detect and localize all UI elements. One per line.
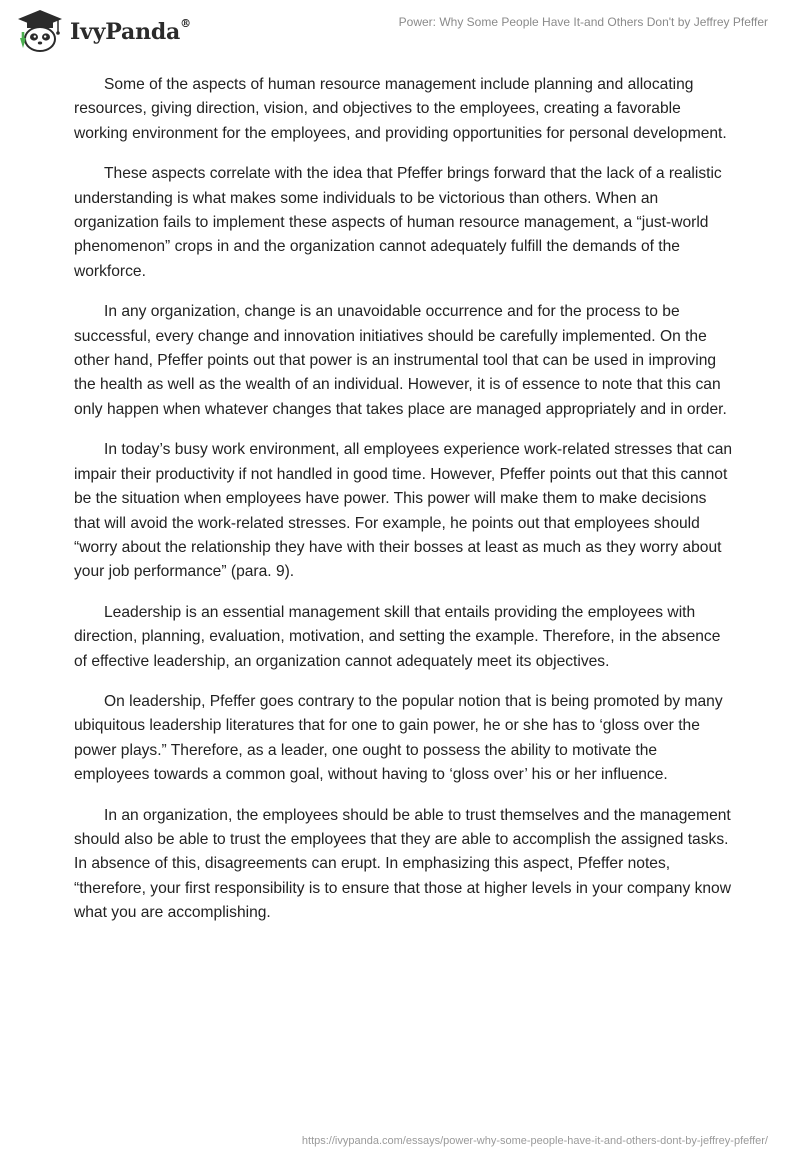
paragraph: In an organization, the employees should be able to trust themselves and the management should also be able to trust the employees that they are able to accomplish the assigned tasks. In absence of this, disagreements can erupt. In emphasizing this aspect, Pfeffer notes, “therefore, your first responsibility is to ensure that those at higher levels in your company know what you are accomplishing. — [74, 806, 731, 922]
essay-body — [74, 73, 734, 942]
paragraph: In any organization, change is an unavoidable occurrence and for the process to be successful, every change and innovation initiatives should be carefully implemented. On the other hand, Pfeffer points out that power is an instrumental tool that can be used in improving the health as well as the wealth of an individual. However, it is of essence to note that this can only happen when whatever changes that takes place are managed appropriately and in order. — [74, 303, 727, 418]
panda-graduate-icon — [14, 8, 66, 54]
brand-name: IvyPanda® — [70, 16, 191, 45]
page-header — [0, 0, 800, 60]
paragraph: In today’s busy work environment, all employees experience work-related stresses that can impair their productivity if not handled in good time. However, Pfeffer points out that this cannot be the situation when employees have power. This power will make them to make decisions that will avoid the work-related stresses. For example, he points out that employees should “worry about the relationship they have with their bosses at least as much as they worry about your job performance” (para. 9). — [74, 441, 733, 581]
source-url[interactable]: https://ivypanda.com/essays/power-why-some-people-have-it-and-others-dont-by-jeffrey-pfeffer/ — [301, 1135, 768, 1147]
document-title: Power: Why Some People Have It-and Others Don't by Jeffrey Pfeffer — [398, 15, 768, 29]
paragraph: On leadership, Pfeffer goes contrary to the popular notion that is being promoted by many ubiquitous leadership literatures that for one to gain power, he or she has to ‘gloss over the power plays.” Therefore, as a leader, one ought to possess the ability to motivate the employees towards a common goal, without having to ‘gloss over’ his or her influence. — [74, 692, 723, 784]
ivypanda-logo[interactable] — [14, 8, 191, 54]
paragraph: These aspects correlate with the idea that Pfeffer brings forward that the lack of a realistic understanding is what makes some individuals to be victorious than others. When an organization fails to implement these aspects of human resource management, a “just-world phenomenon” crops in and the organization cannot adequately fulfill the demands of the workforce. — [74, 165, 722, 280]
paragraph: Some of the aspects of human resource management include planning and allocating resources, giving direction, vision, and objectives to the employees, creating a favorable working environment for the employees, and providing opportunities for personal development. — [74, 76, 727, 142]
paragraph: Leadership is an essential management skill that entails providing the employees with direction, planning, evaluation, motivation, and setting the example. Therefore, in the absence of effective leadership, an organization cannot adequately meet its objectives. — [74, 603, 721, 670]
